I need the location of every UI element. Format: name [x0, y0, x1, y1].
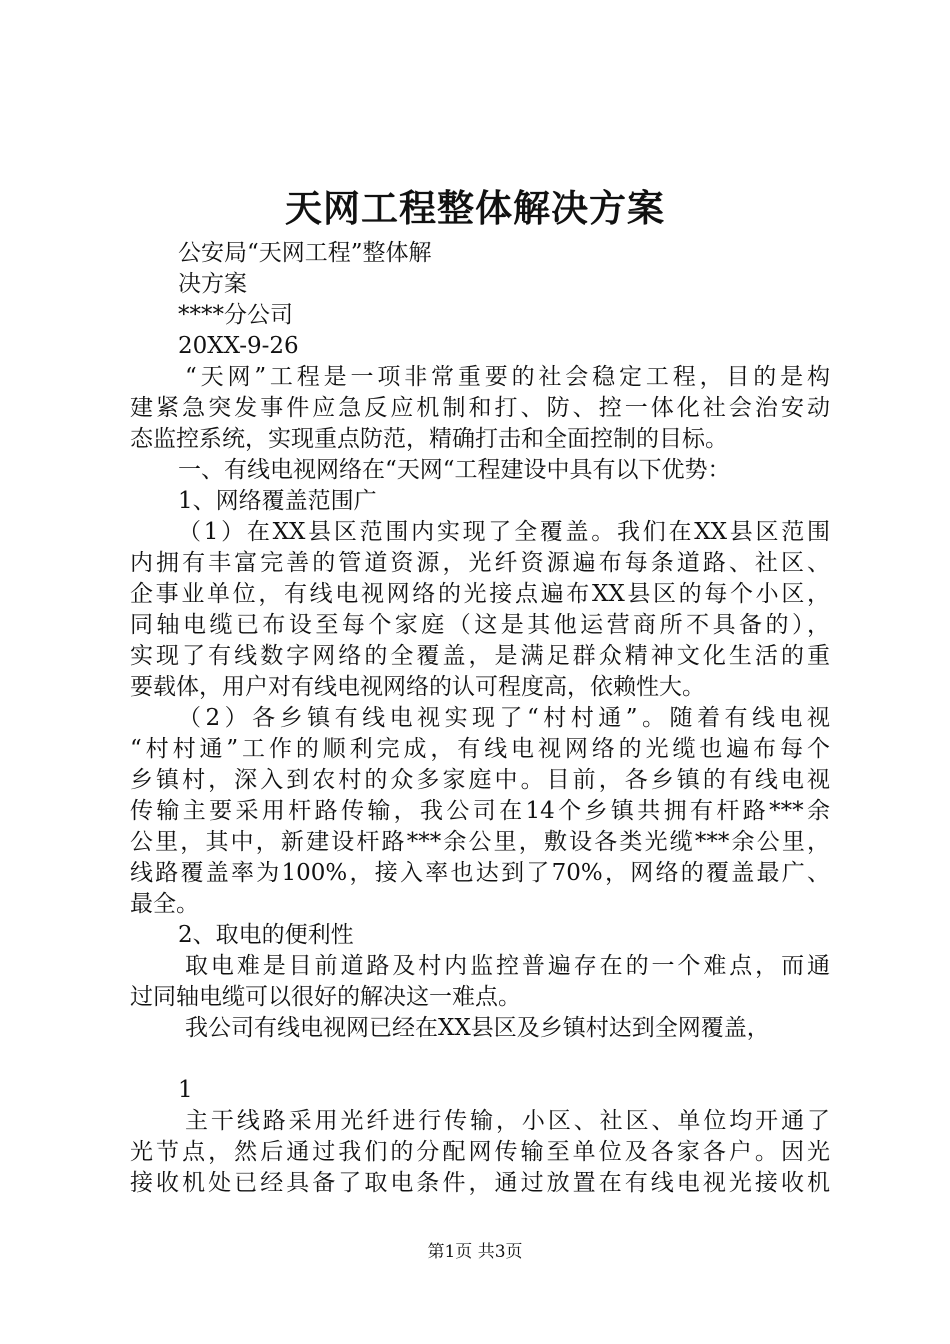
paragraph-line: 过同轴电缆可以很好的解决这一难点。	[130, 984, 521, 1010]
header-line: ****分公司	[178, 302, 293, 328]
section-heading: 一、有线电视网络在“天网“工程建设中具有以下优势：	[178, 457, 731, 483]
paragraph-line: 内拥有丰富完善的管道资源，光纤资源遍布每条道路、社区、	[130, 550, 830, 576]
header-line: 20XX-9-26	[178, 333, 299, 359]
paragraph-line: 接收机处已经具备了取电条件，通过放置在有线电视光接收机	[130, 1170, 830, 1196]
inline-page-number: 1	[178, 1077, 193, 1103]
intro-line: 态监控系统，实现重点防范，精确打击和全面控制的目标。	[130, 426, 728, 452]
paragraph-line: 最全。	[130, 891, 199, 917]
paragraph-line: 企事业单位，有线电视网络的光接点遍布XX县区的每个小区，	[130, 581, 830, 607]
header-line: 公安局“天网工程”整体解	[178, 240, 432, 266]
paragraph-line: 光节点，然后通过我们的分配网传输至单位及各家各户。因光	[130, 1139, 830, 1165]
paragraph-line: 我公司有线电视网已经在XX县区及乡镇村达到全网覆盖，	[185, 1015, 770, 1041]
paragraph-line: 主干线路采用光纤进行传输，小区、社区、单位均开通了	[185, 1108, 830, 1134]
subsection-heading: 2、取电的便利性	[178, 922, 354, 948]
paragraph-line: （1）在XX县区范围内实现了全覆盖。我们在XX县区范围	[178, 519, 830, 545]
paragraph-line: （2）各乡镇有线电视实现了“村村通”。随着有线电视	[178, 705, 830, 731]
paragraph-line: 实现了有线数字网络的全覆盖，是满足群众精神文化生活的重	[130, 643, 830, 669]
paragraph-line: 乡镇村，深入到农村的众多家庭中。目前，各乡镇的有线电视	[130, 767, 830, 793]
paragraph-line: 同轴电缆已布设至每个家庭（这是其他运营商所不具备的），	[130, 612, 830, 638]
paragraph-line: 要载体，用户对有线电视网络的认可程度高，依赖性大。	[130, 674, 705, 700]
paragraph-line: 传输主要采用杆路传输，我公司在14个乡镇共拥有杆路***余	[130, 798, 830, 824]
header-line: 决方案	[178, 271, 247, 297]
subsection-heading: 1、网络覆盖范围广	[178, 488, 377, 514]
paragraph-line: 公里，其中，新建设杆路***余公里，敷设各类光缆***余公里，	[130, 829, 830, 855]
page-footer: 第1页 共3页	[427, 1242, 523, 1262]
paragraph-line: 取电难是目前道路及村内监控普遍存在的一个难点，而通	[185, 953, 830, 979]
paragraph-line: 线路覆盖率为100%，接入率也达到了70%，网络的覆盖最广、	[130, 860, 830, 886]
intro-line: 建紧急突发事件应急反应机制和打、防、控一体化社会治安动	[130, 395, 830, 421]
intro-line: “天网”工程是一项非常重要的社会稳定工程，目的是构	[185, 364, 830, 390]
paragraph-line: “村村通”工作的顺利完成，有线电视网络的光缆也遍布每个	[130, 736, 830, 762]
document-title: 天网工程整体解决方案	[285, 186, 665, 230]
